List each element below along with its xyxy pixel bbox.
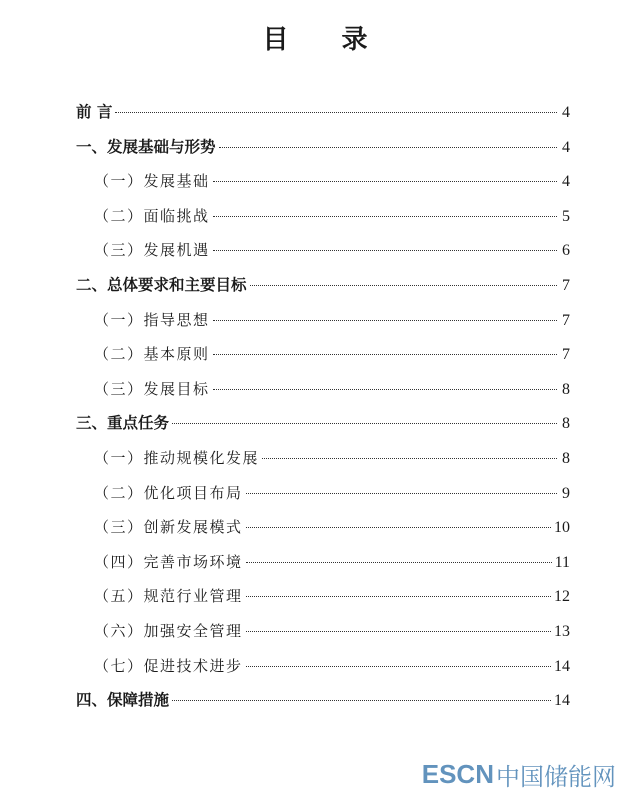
dot-leader bbox=[246, 562, 552, 563]
toc-entry-title: （一）推动规模化发展 bbox=[94, 448, 260, 467]
toc-entry-page-number: 8 bbox=[562, 380, 570, 398]
toc-entry[interactable] bbox=[76, 406, 570, 441]
toc-entry[interactable] bbox=[76, 579, 570, 614]
toc-entry-page-number: 6 bbox=[562, 242, 570, 260]
dot-leader bbox=[213, 354, 557, 355]
dot-leader bbox=[246, 493, 557, 494]
dot-leader bbox=[219, 147, 557, 148]
toc-entry-title: 四、保障措施 bbox=[76, 691, 170, 710]
toc-entry-title: （四）完善市场环境 bbox=[94, 552, 243, 571]
toc-entry[interactable] bbox=[76, 130, 570, 165]
toc-entry[interactable] bbox=[76, 683, 570, 718]
toc-entry-title: （三）创新发展模式 bbox=[94, 518, 243, 537]
toc-entry[interactable] bbox=[76, 233, 570, 268]
toc-entry[interactable] bbox=[76, 303, 570, 338]
toc-entry-title: （二）基本原则 bbox=[94, 345, 210, 364]
toc-entry-page-number: 7 bbox=[562, 276, 570, 294]
watermark-latin-text: ESCN bbox=[421, 759, 494, 789]
toc-entry[interactable] bbox=[76, 199, 570, 234]
dot-leader bbox=[246, 666, 551, 667]
toc-entry[interactable] bbox=[76, 372, 570, 407]
toc-entry-page-number: 8 bbox=[562, 449, 570, 467]
toc-entry[interactable] bbox=[76, 268, 570, 303]
dot-leader bbox=[246, 527, 551, 528]
toc-entry-page-number: 10 bbox=[554, 519, 570, 537]
toc-entry-title: （五）规范行业管理 bbox=[94, 587, 243, 606]
toc-entry[interactable] bbox=[76, 510, 570, 545]
toc-entry-page-number: 14 bbox=[554, 692, 570, 710]
toc-entry-title: （三）发展机遇 bbox=[94, 241, 210, 260]
dot-leader bbox=[172, 423, 557, 424]
toc-entry-page-number: 12 bbox=[554, 588, 570, 606]
dot-leader bbox=[213, 250, 557, 251]
toc-entry[interactable] bbox=[76, 441, 570, 476]
toc-entry-page-number: 11 bbox=[554, 553, 570, 571]
toc-entry-title: （六）加强安全管理 bbox=[94, 621, 243, 640]
dot-leader bbox=[213, 181, 557, 182]
page-title: 目 录 bbox=[262, 25, 390, 55]
toc-entry-title: 一、发展基础与形势 bbox=[76, 137, 216, 156]
toc-entry-title: （三）发展目标 bbox=[94, 379, 210, 398]
toc-entry-page-number: 13 bbox=[554, 622, 570, 640]
toc-entry-page-number: 5 bbox=[562, 207, 570, 225]
toc-entry-page-number: 4 bbox=[562, 138, 570, 156]
toc-entry-page-number: 7 bbox=[562, 346, 570, 364]
toc-entry-title: （一）指导思想 bbox=[94, 310, 210, 329]
dot-leader bbox=[213, 320, 557, 321]
toc-entry-page-number: 7 bbox=[562, 311, 570, 329]
toc-entry[interactable] bbox=[76, 337, 570, 372]
dot-leader bbox=[213, 389, 557, 390]
watermark-cn-text: 中国储能网 bbox=[496, 763, 616, 791]
toc-entry-page-number: 8 bbox=[562, 415, 570, 433]
dot-leader bbox=[246, 631, 551, 632]
dot-leader bbox=[250, 285, 557, 286]
toc-entry-title: （二）优化项目布局 bbox=[94, 483, 243, 502]
dot-leader bbox=[213, 216, 557, 217]
toc-entry-title: 前 言 bbox=[76, 103, 113, 121]
toc-entry[interactable] bbox=[76, 614, 570, 649]
toc-entry-title: （一）发展基础 bbox=[94, 172, 210, 191]
toc-entry-title: 三、重点任务 bbox=[76, 414, 170, 433]
table-of-contents bbox=[76, 95, 570, 718]
toc-entry[interactable] bbox=[76, 476, 570, 511]
dot-leader bbox=[246, 596, 551, 597]
dot-leader bbox=[262, 458, 557, 459]
toc-entry-title: （二）面临挑战 bbox=[94, 206, 210, 225]
toc-entry-page-number: 4 bbox=[562, 104, 570, 121]
toc-entry-page-number: 14 bbox=[554, 657, 570, 675]
toc-entry[interactable] bbox=[76, 649, 570, 684]
toc-entry-page-number: 9 bbox=[562, 484, 570, 502]
toc-entry[interactable] bbox=[76, 95, 570, 130]
toc-entry[interactable] bbox=[76, 164, 570, 199]
toc-entry-page-number: 4 bbox=[562, 173, 570, 191]
dot-leader bbox=[172, 700, 551, 701]
escn-watermark-logo bbox=[422, 757, 616, 792]
toc-entry[interactable] bbox=[76, 545, 570, 580]
dot-leader bbox=[115, 112, 557, 113]
toc-entry-title: 二、总体要求和主要目标 bbox=[76, 275, 247, 294]
toc-entry-title: （七）促进技术进步 bbox=[94, 656, 243, 675]
